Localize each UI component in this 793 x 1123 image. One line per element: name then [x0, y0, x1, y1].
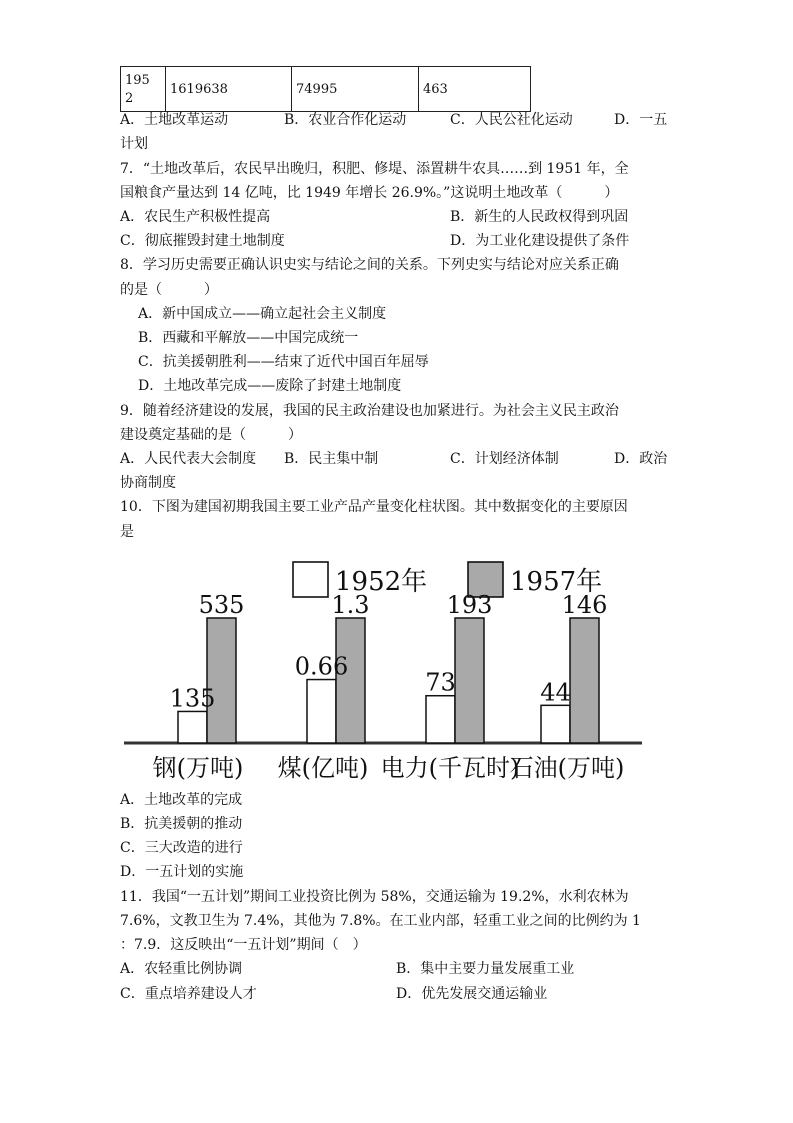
q10-option-a: A．土地改革的完成 [120, 792, 243, 808]
q10-stem-cont: 是 [120, 524, 134, 540]
table-cell: 74995 [292, 67, 419, 112]
bar-1952 [178, 711, 207, 743]
q7-stem: 7．“土地改革后，农民早出晚归，积肥、修堤、添置耕牛农具……到 1951 年，全 [120, 161, 629, 177]
q10-option-d: D．一五计划的实施 [120, 864, 244, 880]
table-cell: 463 [419, 67, 531, 112]
bar-value-label: 44 [540, 678, 571, 707]
q6-option-b: B．农业合作化运动 [284, 112, 407, 128]
production-table [120, 66, 531, 112]
year-part-2: 2 [125, 91, 134, 106]
q6-option-c: C．人民公社化运动 [450, 112, 573, 128]
legend-label: 1952年 [335, 567, 428, 597]
bar-1957 [570, 618, 599, 743]
table-cell-year [121, 67, 166, 112]
bar-value-label: 146 [561, 591, 608, 619]
bar-1952 [426, 696, 455, 743]
table-cell: 1619638 [166, 67, 292, 112]
q8-option-c: C．抗美援朝胜利——结束了近代中国百年屈辱 [138, 354, 429, 370]
year-part-1: 195 [125, 73, 150, 88]
q8-stem-cont: 的是（ ） [120, 282, 218, 298]
q9-option-d-cont: 协商制度 [120, 475, 176, 491]
q9-option-d: D．政治 [614, 451, 668, 467]
q7-stem-cont: 国粮食产量达到 14 亿吨，比 1949 年增长 26.9%。”这说明土地改革（ ） [120, 185, 619, 201]
q8-option-d: D．土地改革完成——废除了封建土地制度 [138, 378, 402, 394]
q9-stem: 9．随着经济建设的发展，我国的民主政治建设也加紧进行。为社会主义民主政治 [120, 403, 619, 419]
production-bar-chart [118, 550, 648, 785]
q7-option-d: D．为工业化建设提供了条件 [450, 233, 630, 249]
q7-option-b: B．新生的人民政权得到巩固 [450, 209, 629, 225]
q8-option-a: A．新中国成立——确立起社会主义制度 [138, 306, 387, 322]
bar-1952 [541, 705, 570, 743]
q6-option-d: D．一五 [614, 112, 668, 128]
category-label: 电力(千瓦时) [380, 754, 520, 782]
q10-stem: 10．下图为建国初期我国主要工业产品产量变化柱状图。其中数据变化的主要原因 [120, 499, 628, 515]
q6-option-d-cont: 计划 [120, 136, 148, 152]
bar-value-label: 535 [198, 591, 245, 619]
q11-stem-cont-2: ：7.9．这反映出“一五计划”期间（ ） [120, 937, 367, 953]
q11-option-a: A．农轻重比例协调 [120, 961, 243, 977]
q8-stem: 8．学习历史需要正确认识史实与结论之间的关系。下列史实与结论对应关系正确 [120, 257, 619, 273]
q9-option-b: B．民主集中制 [284, 451, 379, 467]
bar-1957 [207, 618, 236, 743]
q9-option-a: A．人民代表大会制度 [120, 451, 257, 467]
q6-option-a: A．土地改革运动 [120, 112, 229, 128]
legend-label: 1957年 [510, 567, 603, 597]
bar-value-label: 0.66 [294, 652, 349, 681]
q11-option-d: D．优先发展交通运输业 [396, 986, 548, 1002]
q10-option-c: C．三大改造的进行 [120, 840, 243, 856]
bar-value-label: 135 [169, 684, 216, 713]
category-label: 石油(万吨) [509, 754, 625, 782]
q11-stem: 11．我国“一五计划”期间工业投资比例为 58%，交通运输为 19.2%，水利农林为 [120, 889, 629, 905]
q10-option-b: B．抗美援朝的推动 [120, 816, 243, 832]
q11-stem-cont: 7.6%，文教卫生为 7.4%，其他为 7.8%。在工业内部，轻重工业之间的比例约为 1 [120, 913, 641, 929]
legend-swatch [293, 562, 328, 597]
q9-option-c: C．计划经济体制 [450, 451, 559, 467]
q9-stem-cont: 建设奠定基础的是（ ） [120, 427, 302, 443]
table-row [121, 67, 531, 112]
bar-1957 [455, 618, 484, 743]
q8-option-b: B．西藏和平解放——中国完成统一 [138, 330, 359, 346]
q7-option-a: A．农民生产积极性提高 [120, 209, 271, 225]
q7-option-c: C．彻底摧毁封建土地制度 [120, 233, 285, 249]
bar-value-label: 193 [446, 591, 493, 619]
q11-option-b: B．集中主要力量发展重工业 [396, 961, 575, 977]
q11-option-c: C．重点培养建设人才 [120, 986, 257, 1002]
category-label: 钢(万吨) [152, 754, 244, 782]
bar-1952 [307, 680, 336, 743]
category-label: 煤(亿吨) [277, 754, 369, 782]
bar-value-label: 73 [425, 668, 456, 697]
bar-value-label: 1.3 [331, 591, 370, 619]
